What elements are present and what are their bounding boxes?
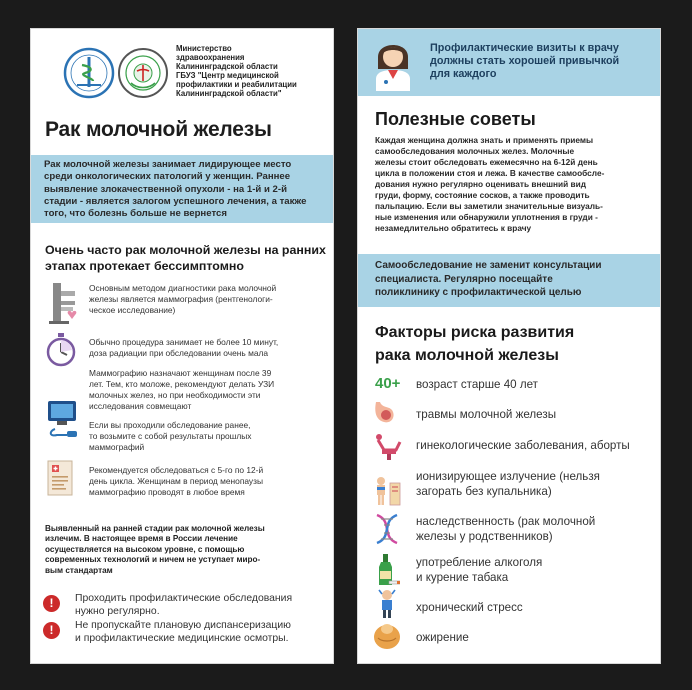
tips-line: незамедлительно обратитесь к врачу [375,223,532,233]
intro-line: стадии - является залогом успешного лечения, а также [44,195,307,207]
summary-line: современных технологий и ничем не уступает миро- [45,555,261,565]
note-band [358,254,660,307]
tips-line: Каждая женщина должна знать и применять приемы [375,135,594,145]
header-text [430,42,619,81]
risk-line: и курение табака [416,571,509,584]
ultrasound-monitor-icon [45,399,81,444]
risk-item [416,555,542,585]
summary-line: Выявленный на ранней стадии рак молочной железы [45,524,265,533]
org-line: ГБУЗ "Центр медицинской [176,71,279,80]
summary-line: осуществляется на высоком уровне, с помощью [45,544,245,554]
stressed-person-icon [375,589,399,624]
risk-item: ожирение [416,631,469,644]
warning-icon: ! [43,595,60,612]
subtitle-line: Очень часто рак молочной железы на ранних [45,243,326,257]
doctor-avatar-icon [372,35,414,96]
header-line: Профилактические визиты к врачу [430,42,619,54]
org-line: профилактики и реабилитации [176,80,297,89]
risk-line: употребление алкоголя [416,556,543,569]
intro-line: Рак молочной железы занимает лидирующее место [44,159,292,170]
summary-line: вым стандартам [45,565,113,575]
info-line: исследования совмещают [89,401,192,411]
tips-title: Полезные советы [375,109,536,129]
info-line: ческое исследование) [89,305,176,315]
info-line: лет. Тем, кто моложе, рекомендуют делать УЗИ [89,379,275,389]
tips-line: цикла в положении стоя и лежа. В качестве самообсле- [375,168,605,178]
org-line: Калининградской области [176,62,278,71]
org-line: здравоохранения [176,53,245,62]
stopwatch-icon [45,332,77,373]
info-item [89,337,278,359]
info-line: Рекомендуется обследоваться с 5-го по 12-й [89,465,264,475]
info-line: железы является маммография (рентгенологи- [89,294,273,304]
intro-line: того, что болезнь больше не вернется [44,208,227,220]
info-line: Обычно процедура занимает не более 10 минут, [89,337,279,347]
risk-item: хронический стресс [416,601,523,614]
header-line: должны стать хорошей привычкой [430,55,620,67]
risk-line: загорать без купальника) [416,485,552,498]
risk-item: травмы молочной железы [416,408,557,421]
tips-line: дования нужно регулярно оценивать внешний вид [375,179,586,189]
risk-title-line: Факторы риска развития [375,324,575,341]
tips-body [375,135,604,234]
note-line: специалиста. Регулярно посещайте [375,273,553,285]
obesity-icon [372,620,402,655]
info-item [89,368,274,412]
risk-line: ионизирующее излучение (нельзя [416,470,600,483]
note-line: Самообследование не заменит консультации [375,260,602,271]
intro-band [31,155,333,223]
risk-item: возраст старше 40 лет [416,378,538,391]
page-title: Рак молочной железы [45,118,272,141]
info-line: Если вы проходили обследование ранее, [89,420,251,430]
ministry-logo [63,47,115,99]
risk-item [416,469,600,499]
intro-line: среди онкологических патологий у женщин. Раннее [44,171,291,183]
info-item [89,465,263,498]
info-line: день цикла. Женщинам в период менопаузы [89,476,263,486]
warning-item [75,619,291,645]
info-line: Маммографию назначают женщинам после 39 [89,368,272,378]
risk-item: гинекологические заболевания, аборты [416,439,630,452]
dna-icon [373,513,401,550]
tips-line: железы стоит обследовать ежемесячно на 6-12й день [375,157,598,167]
risk-line: наследственность (рак молочной [416,515,596,528]
summary [45,524,265,576]
info-line: доза радиации при обследовании очень мала [89,348,269,358]
sunbathing-person-icon [372,475,404,512]
center-logo [117,47,169,99]
warning-line: нужно регулярно. [75,606,160,617]
info-line: молочных желез, но при необходимости эти [89,390,261,400]
summary-line: излечим. В настоящее время в России лечение [45,534,238,544]
mammograph-icon [45,281,79,330]
warning-line: Проходить профилактические обследования [75,593,293,604]
medical-form-icon [45,459,77,504]
risk-title-line: рака молочной железы [375,347,559,364]
tips-line: ные изменения или обнаружили уплотнения в груди - [375,212,598,222]
org-line: Калининградской области" [176,89,282,98]
note-line: поликлинику с профилактической целью [375,287,582,298]
right-brochure-page [357,28,661,664]
risk-line: железы у родственников) [416,530,553,543]
risk-item [416,514,595,544]
intro-line: выявление злокачественной опухоли - на 1-й и 2-й [44,183,287,195]
info-line: то возьмите с собой результаты прошлых [89,431,252,441]
info-item [89,420,251,453]
subtitle-line: этапах протекает бессимптомно [45,259,244,273]
warning-icon: ! [43,622,60,639]
info-line: Основным методом диагностики рака молочной [89,283,277,293]
info-line: маммографий [89,442,145,452]
info-line: маммографию проводят в любое время [89,487,245,497]
risk-title [375,321,574,367]
warning-line: и профилактические медицинские осмотры. [75,633,289,644]
gynecology-chair-icon [374,432,402,467]
info-item [89,283,276,316]
tips-line: пальпацию. Если вы заметили значительные визуаль- [375,201,603,211]
age-badge-icon: 40+ [375,375,401,392]
alcohol-bottle-icon [374,553,400,592]
tips-line: самообследования молочных желез. Молочные [375,146,575,156]
org-line: Министерство [176,44,232,53]
breast-trauma-icon [372,400,402,433]
warning-line: Не пропускайте плановую диспансеризацию [75,620,291,631]
left-brochure-page [30,28,334,664]
organization-name [176,44,331,98]
header-band [358,29,660,96]
warning-item [75,592,292,618]
header-line: для каждого [430,68,497,80]
tips-line: груди, форму, состояние сосков, а также проводить [375,190,590,200]
subtitle [45,242,326,274]
